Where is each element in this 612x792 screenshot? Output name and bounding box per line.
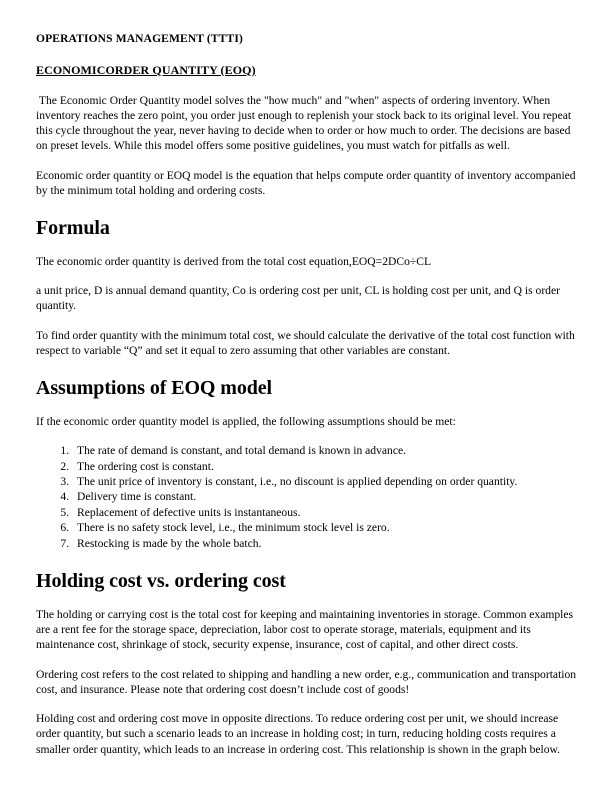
holding-cost-heading: Holding cost vs. ordering cost xyxy=(36,570,286,593)
holding-cost-paragraph-1: The holding or carrying cost is the total cost for keeping and maintaining inventories in storage. Common examples are a rent fee for the storage space, depreciation, labor cost to operate storage, materials, equipment and its maintenance cost, shrinkage of stock, security expense, insurance, cost of capital, and other direct costs. xyxy=(36,608,576,652)
assumptions-list xyxy=(36,443,579,551)
formula-variables-line: a unit price, D is annual demand quantity, Co is ordering cost per unit, CL is holding cost per unit, and Q is order quantity. xyxy=(36,284,563,313)
formula-derivation-line: The economic order quantity is derived from the total cost equation,EOQ=2DCo÷CL xyxy=(36,255,432,269)
list-item: 5. Replacement of defective units is instantaneous. xyxy=(72,505,579,520)
intro-paragraph: The Economic Order Quantity model solves the "how much" and "when" aspects of ordering inventory. When inventory reaches the zero point, you order just enough to replenish your stock back to its original level. You repeat this cycle throughout the year, never having to decide when to order or how much to order. The decisions are based on preset levels. While this model offers some positive guidelines, you must watch for pitfalls as well. xyxy=(36,93,575,153)
assumptions-heading: Assumptions of EOQ model xyxy=(36,377,272,400)
list-item: 3. The unit price of inventory is constant, i.e., no discount is applied depending on order quantity. xyxy=(72,474,579,489)
formula-minimum-cost-line: To find order quantity with the minimum total cost, we should calculate the derivative of the total cost function with respect to variable “Q” and set it equal to zero assuming that other variables are constant. xyxy=(36,328,578,357)
list-item: 2. The ordering cost is constant. xyxy=(72,459,579,474)
holding-cost-paragraph-2: Ordering cost refers to the cost related to shipping and handling a new order, e.g., communication and transportation cost, and insurance. Please note that ordering cost doesn’t include cost of goods! xyxy=(36,667,580,696)
list-item: 4. Delivery time is constant. xyxy=(72,489,579,504)
list-item: 6. There is no safety stock level, i.e., the minimum stock level is zero. xyxy=(72,520,579,535)
holding-cost-paragraph-3: Holding cost and ordering cost move in opposite directions. To reduce ordering cost per unit, we should increase order quantity, but such a scenario leads to an increase in holding cost; in turn, reducing holding costs requires a smaller order quantity, which leads to an increase in ordering cost. This relationship is shown in the graph below. xyxy=(36,712,562,756)
definition-paragraph: Economic order quantity or EOQ model is the equation that helps compute order quantity of inventory accompanied by the minimum total holding and ordering costs. xyxy=(36,168,579,197)
list-item: 7. Restocking is made by the whole batch. xyxy=(72,536,579,551)
formula-heading: Formula xyxy=(36,217,110,240)
document-title: OPERATIONS MANAGEMENT (TTTI) xyxy=(36,33,243,45)
subject-heading: ECONOMICORDER QUANTITY (EOQ) xyxy=(36,62,256,77)
list-item: 1. The rate of demand is constant, and total demand is known in advance. xyxy=(72,443,579,458)
assumptions-intro: If the economic order quantity model is applied, the following assumptions should be met: xyxy=(36,415,456,429)
